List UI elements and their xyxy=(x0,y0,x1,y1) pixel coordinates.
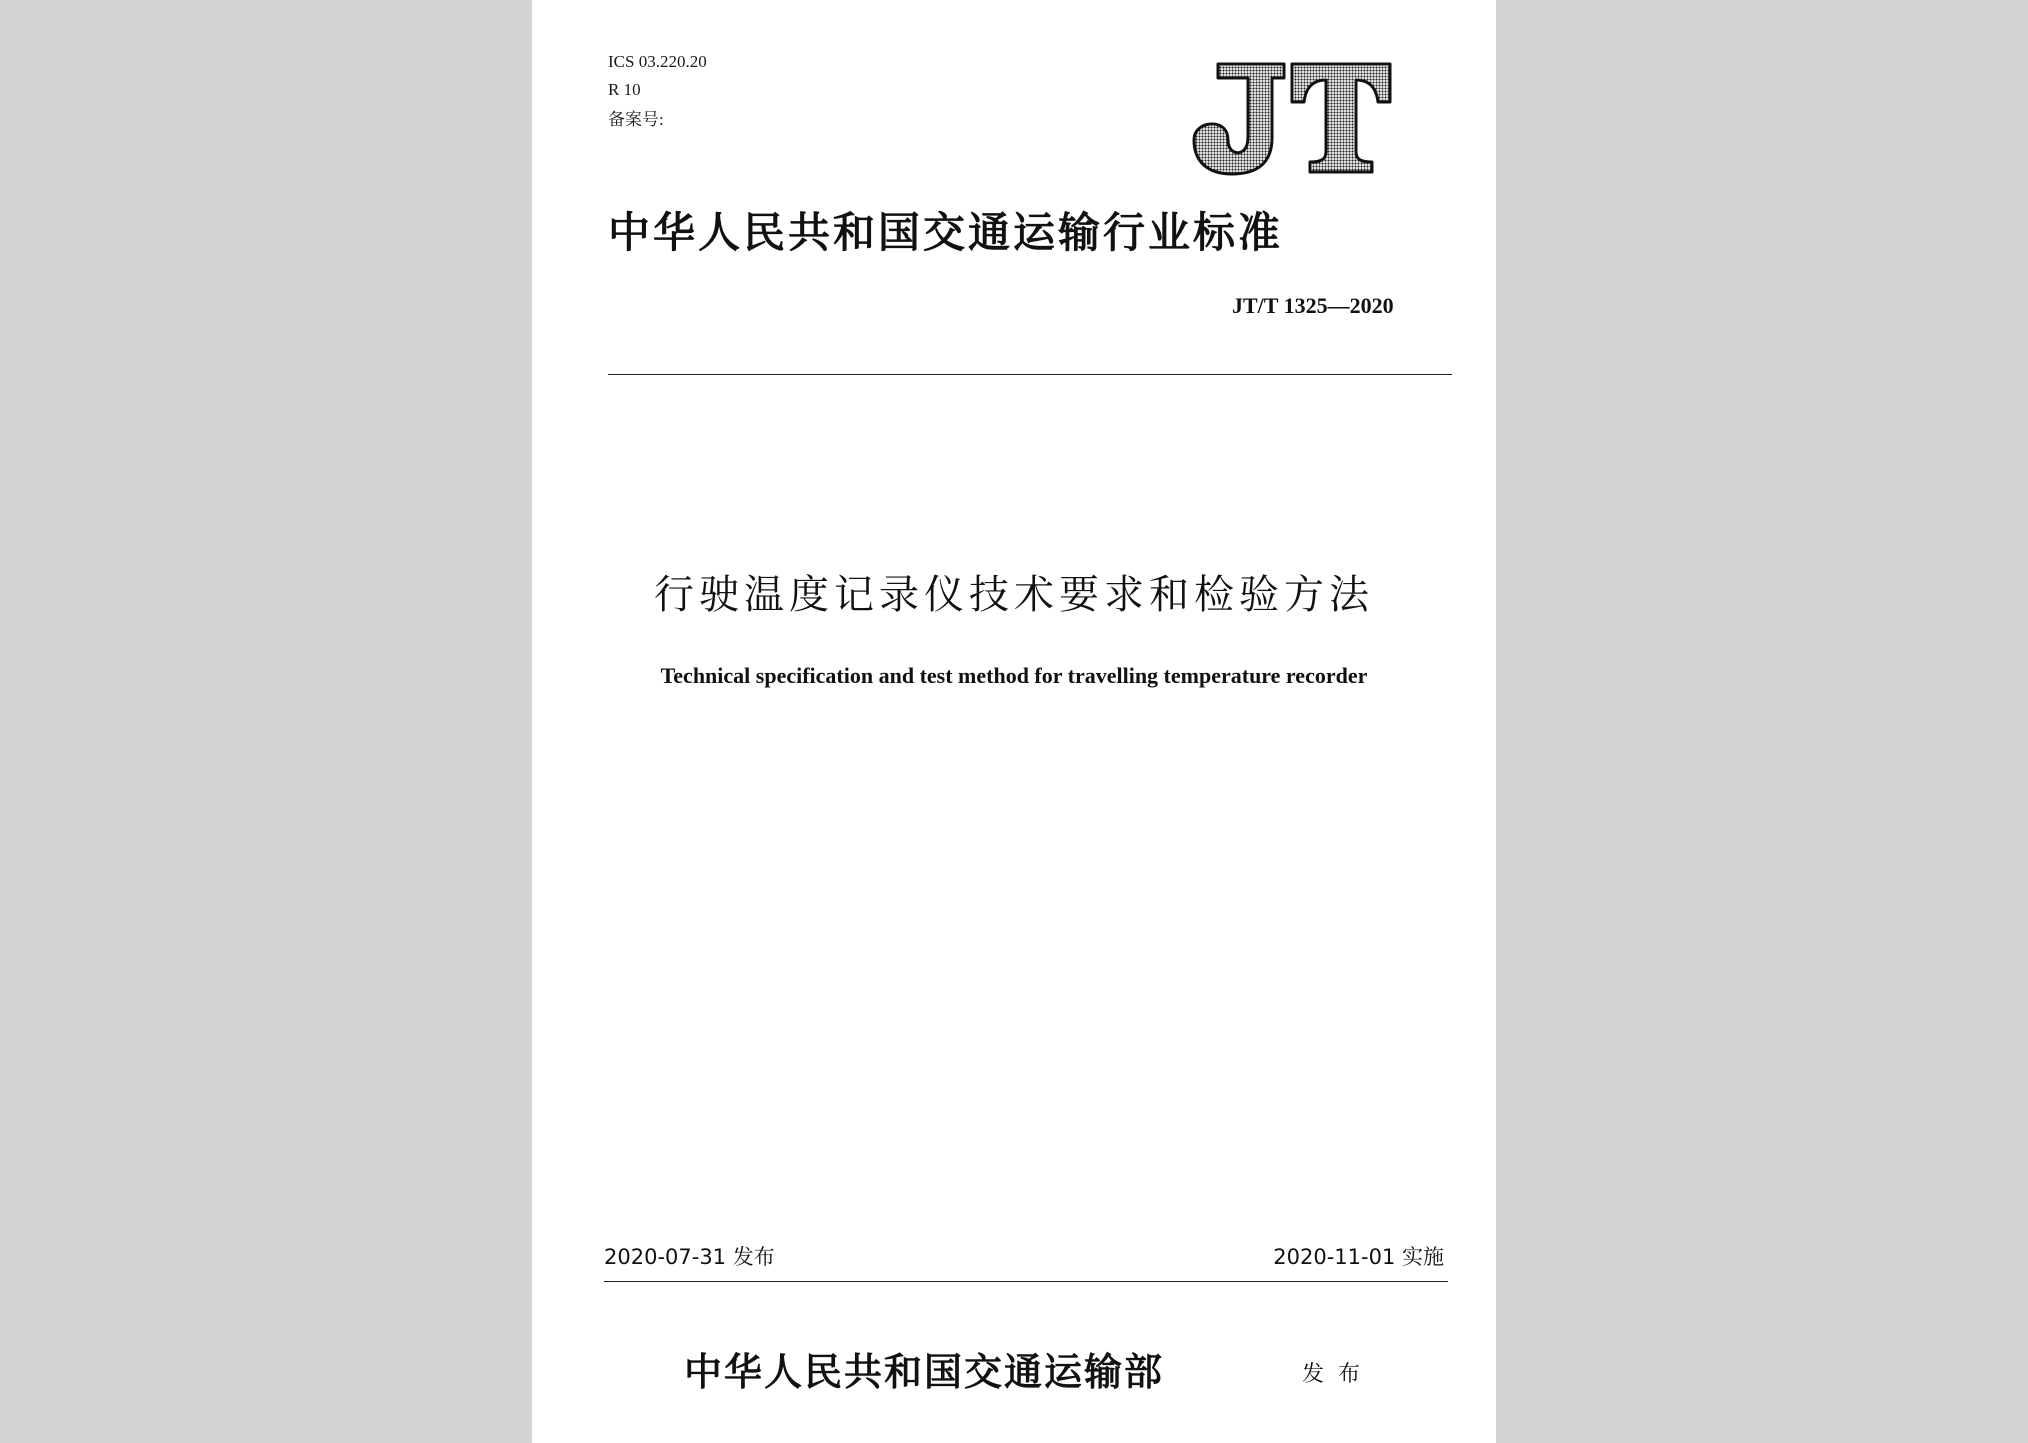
effective-date: 2020-11-01 实施 xyxy=(1273,1245,1444,1269)
footer-divider xyxy=(604,1281,1448,1282)
standard-cover-page xyxy=(532,0,1496,1443)
ccs-code: R 10 xyxy=(608,80,641,99)
filing-number-label: 备案号: xyxy=(608,110,664,129)
document-title-en: Technical specification and test method for travelling temperature recorder xyxy=(660,663,1368,688)
jt-logo xyxy=(1192,60,1394,176)
issue-date: 2020-07-31 发布 xyxy=(604,1245,775,1269)
publisher-suffix: 发布 xyxy=(1302,1362,1375,1387)
header-divider xyxy=(608,374,1452,375)
publisher-name: 中华人民共和国交通运输部 xyxy=(684,1350,1165,1394)
ics-code: ICS 03.220.20 xyxy=(608,52,707,71)
standard-number: JT/T 1325—2020 xyxy=(1232,293,1394,318)
issuer-title: 中华人民共和国交通运输行业标准 xyxy=(608,208,1284,257)
document-title-zh: 行驶温度记录仪技术要求和检验方法 xyxy=(654,572,1374,618)
